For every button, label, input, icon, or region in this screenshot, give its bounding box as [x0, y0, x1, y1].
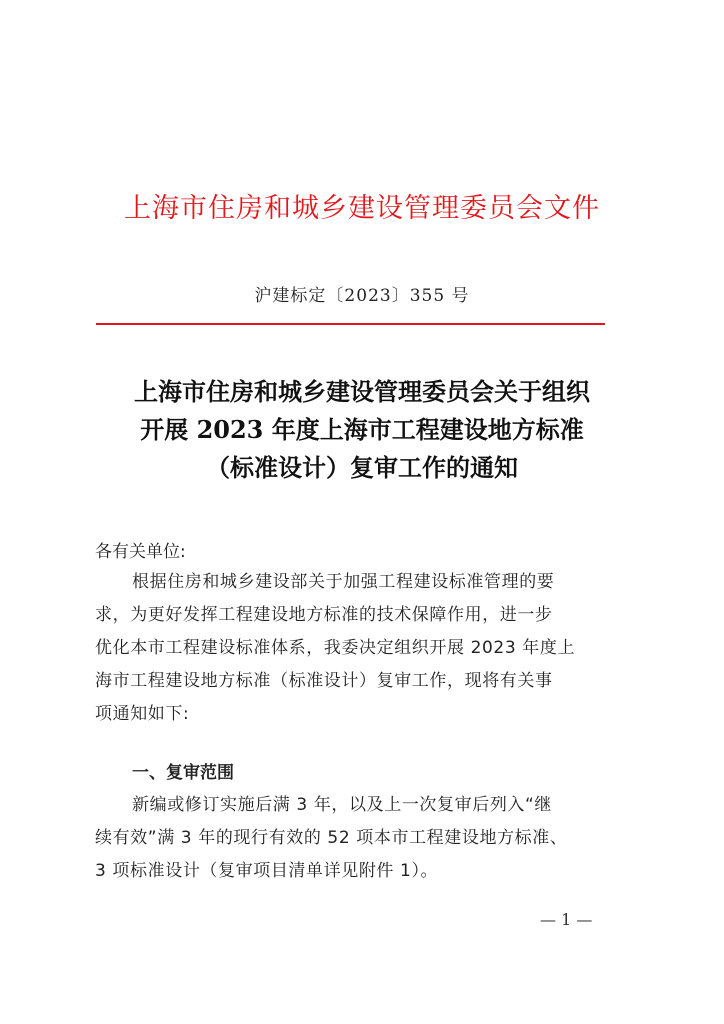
title-line: （标准设计）复审工作的通知 — [206, 453, 518, 482]
paragraph-line: 新编或修订实施后满 3 年，以及上一次复审后列入“继 — [132, 795, 553, 815]
paragraph-line: 优化本市工程建设标准体系，我委决定组织开展 2023 年度上 — [95, 638, 576, 658]
document-number: 沪建标定〔2023〕355 号 — [254, 286, 470, 306]
title-line: 开展 2023 年度上海市工程建设地方标准 — [140, 415, 584, 444]
red-divider-line — [96, 323, 605, 325]
paragraph-line: 3 项标准设计（复审项目清单详见附件 1）。 — [95, 861, 439, 881]
paragraph-scope — [95, 789, 630, 888]
salutation: 各有关单位: — [95, 542, 186, 562]
paragraph-line: 根据住房和城乡建设部关于加强工程建设标准管理的要 — [132, 572, 555, 592]
issuer-header: 上海市住房和城乡建设管理委员会文件 — [124, 193, 600, 224]
paragraph-intro — [95, 566, 630, 731]
paragraph-line: 续有效”满 3 年的现行有效的 52 项本市工程建设地方标准、 — [95, 828, 568, 848]
paragraph-line: 项通知如下: — [95, 704, 190, 724]
page-number: — 1 — — [540, 910, 593, 929]
title-line: 上海市住房和城乡建设管理委员会关于组织 — [134, 377, 590, 406]
paragraph-line: 海市工程建设地方标准（标准设计）复审工作，现将有关事 — [95, 671, 553, 691]
paragraph-line: 求，为更好发挥工程建设地方标准的技术保障作用，进一步 — [95, 605, 553, 625]
document-title — [60, 373, 664, 487]
section-heading-scope: 一、复审范围 — [132, 763, 234, 783]
